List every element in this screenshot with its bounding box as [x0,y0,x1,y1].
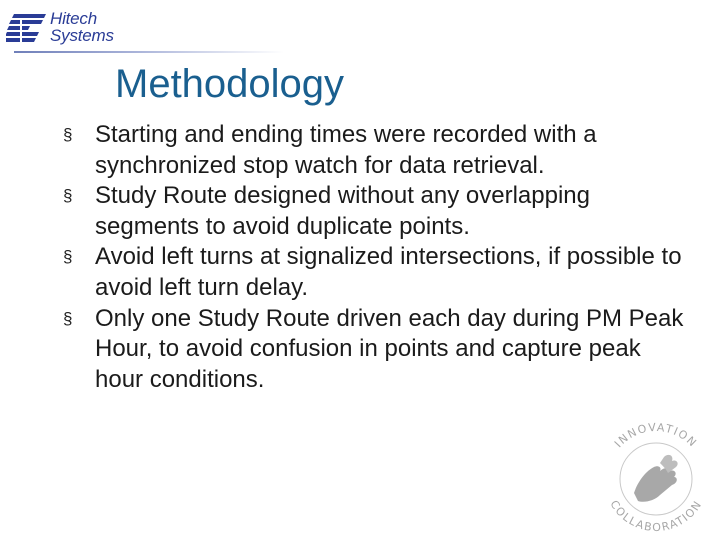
logo-line-1: Hitech [50,9,97,28]
bullet-text: Avoid left turns at signalized intersections, if possible to avoid left turn delay. [95,243,682,301]
company-logo [6,8,146,56]
innovation-collaboration-seal [594,413,718,537]
bullet-item [63,242,693,303]
hitech-logo-icon [6,12,50,48]
bullet-item [63,120,693,181]
seal-bottom-text: COLLABORATION [607,497,705,535]
bullet-text: Starting and ending times were recorded with a synchronized stop watch for data retrieval. [95,121,597,179]
bullet-marker: § [63,247,73,267]
bullet-text: Only one Study Route driven each day during PM Peak Hour, to avoid confusion in points and capture peak hour conditions. [95,304,684,393]
bullet-text: Study Route designed without any overlapping segments to avoid duplicate points. [95,182,590,240]
bullet-marker: § [63,308,73,328]
handshake-icon [634,455,678,502]
bullet-marker: § [63,125,73,144]
slide-title: Methodology [115,62,345,106]
logo-wordmark [50,10,114,44]
bullet-list [63,120,693,395]
logo-line-2: Systems [50,26,114,45]
bullet-marker: § [63,186,73,206]
bullet-item [63,181,693,242]
bullet-item [63,304,693,396]
header-divider [14,51,284,53]
seal-top-text: INNOVATION [611,420,700,451]
